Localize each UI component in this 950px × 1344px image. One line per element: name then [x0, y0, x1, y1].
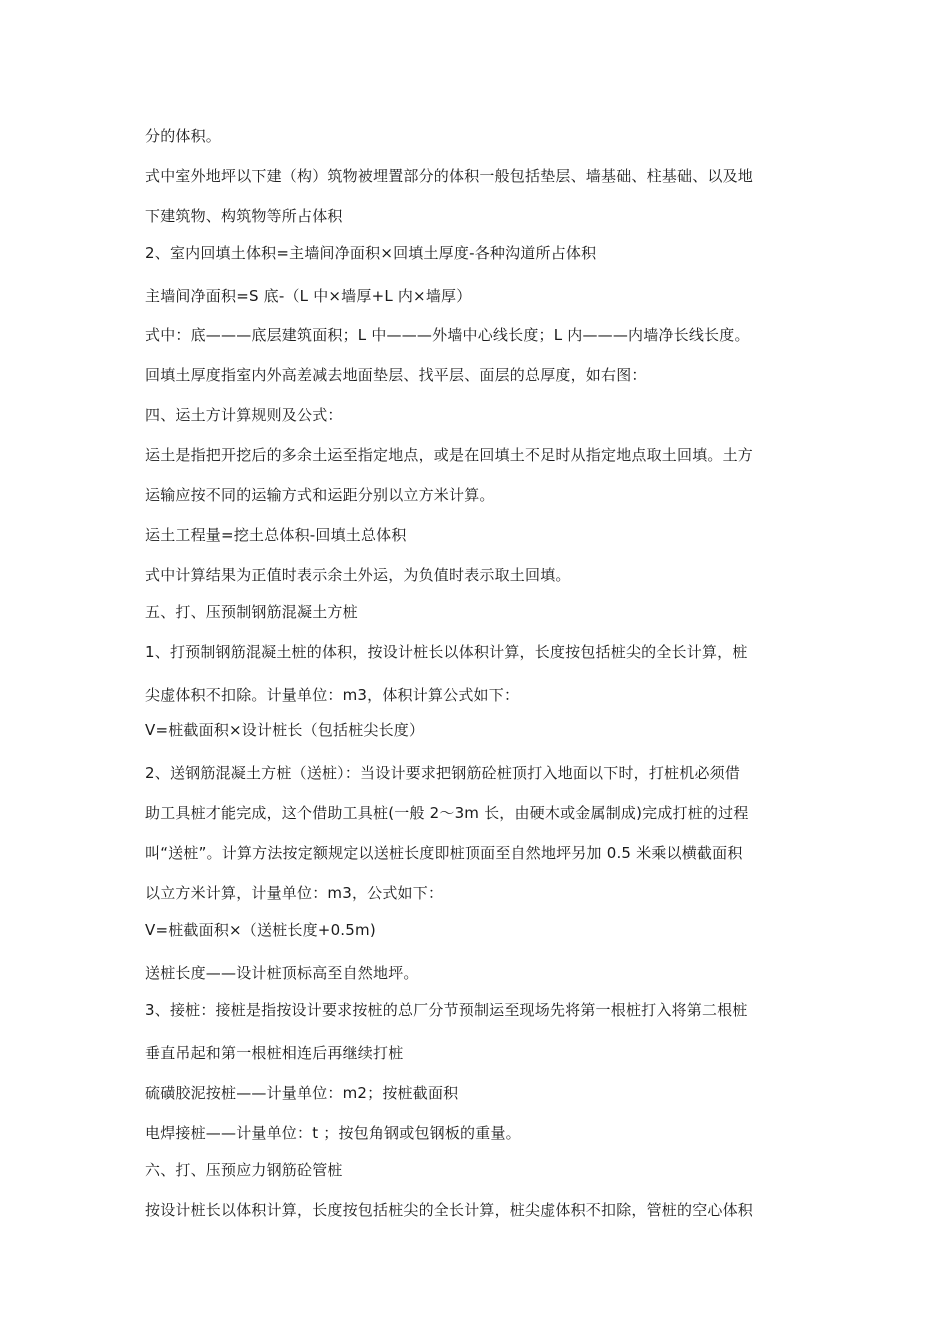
text-line: 运输应按不同的运输方式和运距分别以立方米计算。 — [145, 486, 495, 504]
text-line: 2、室内回填土体积=主墙间净面积×回填土厚度-各种沟道所占体积 — [145, 244, 597, 262]
text-line: 叫“送桩”。计算方法按定额规定以送桩长度即桩顶面至自然地坪另加 0.5 米乘以横截面积 — [145, 844, 743, 862]
text-line: 式中：底———底层建筑面积；L 中———外墙中心线长度；L 内———内墙净长线长度。 — [145, 326, 750, 344]
text-line: 1、打预制钢筋混凝土桩的体积，按设计桩长以体积计算，长度按包括桩尖的全长计算，桩 — [145, 643, 748, 661]
text-line: 2、送钢筋混凝土方桩（送桩）：当设计要求把钢筋砼桩顶打入地面以下时，打桩机必须借 — [145, 764, 741, 782]
text-line: 硫磺胶泥按桩——计量单位：m2；按桩截面积 — [145, 1084, 459, 1102]
text-line: 运土是指把开挖后的多余土运至指定地点，或是在回填土不足时从指定地点取土回填。土方 — [145, 446, 754, 464]
text-line: 分的体积。 — [145, 127, 222, 145]
formula-line: V=桩截面积×设计桩长（包括桩尖长度） — [145, 721, 425, 739]
section-heading: 四、运土方计算规则及公式： — [145, 406, 343, 424]
section-heading: 五、打、压预制钢筋混凝土方桩 — [145, 603, 358, 621]
text-line: 运土工程量=挖土总体积-回填土总体积 — [145, 526, 407, 544]
text-line: 主墙间净面积=S 底-（L 中×墙厚+L 内×墙厚） — [145, 287, 472, 305]
text-line: 助工具桩才能完成，这个借助工具桩(一般 2～3m 长，由硬木或金属制成)完成打桩的过程 — [145, 804, 749, 822]
text-line: 尖虚体积不扣除。计量单位：m3，体积计算公式如下： — [145, 686, 520, 704]
formula-line: V=桩截面积×（送桩长度+0.5m) — [145, 921, 376, 939]
text-line: 下建筑物、构筑物等所占体积 — [145, 207, 343, 225]
text-line: 3、接桩：接桩是指按设计要求按桩的总厂分节预制运至现场先将第一根桩打入将第二根桩 — [145, 1001, 748, 1019]
text-line: 送桩长度——设计桩顶标高至自然地坪。 — [145, 964, 419, 982]
section-heading: 六、打、压预应力钢筋砼管桩 — [145, 1161, 343, 1179]
text-line: 以立方米计算，计量单位：m3，公式如下： — [145, 884, 444, 902]
text-line: 电焊接桩——计量单位：t ；按包角钢或包钢板的重量。 — [145, 1124, 521, 1142]
text-line: 式中计算结果为正值时表示余土外运，为负值时表示取土回填。 — [145, 566, 571, 584]
text-line: 按设计桩长以体积计算，长度按包括桩尖的全长计算，桩尖虚体积不扣除，管桩的空心体积 — [145, 1201, 754, 1219]
text-line: 回填土厚度指室内外高差减去地面垫层、找平层、面层的总厚度，如右图： — [145, 366, 647, 384]
text-line: 式中室外地坪以下建（构）筑物被埋置部分的体积一般包括垫层、墙基础、柱基础、以及地 — [145, 167, 754, 185]
text-line: 垂直吊起和第一根桩相连后再继续打桩 — [145, 1044, 404, 1062]
